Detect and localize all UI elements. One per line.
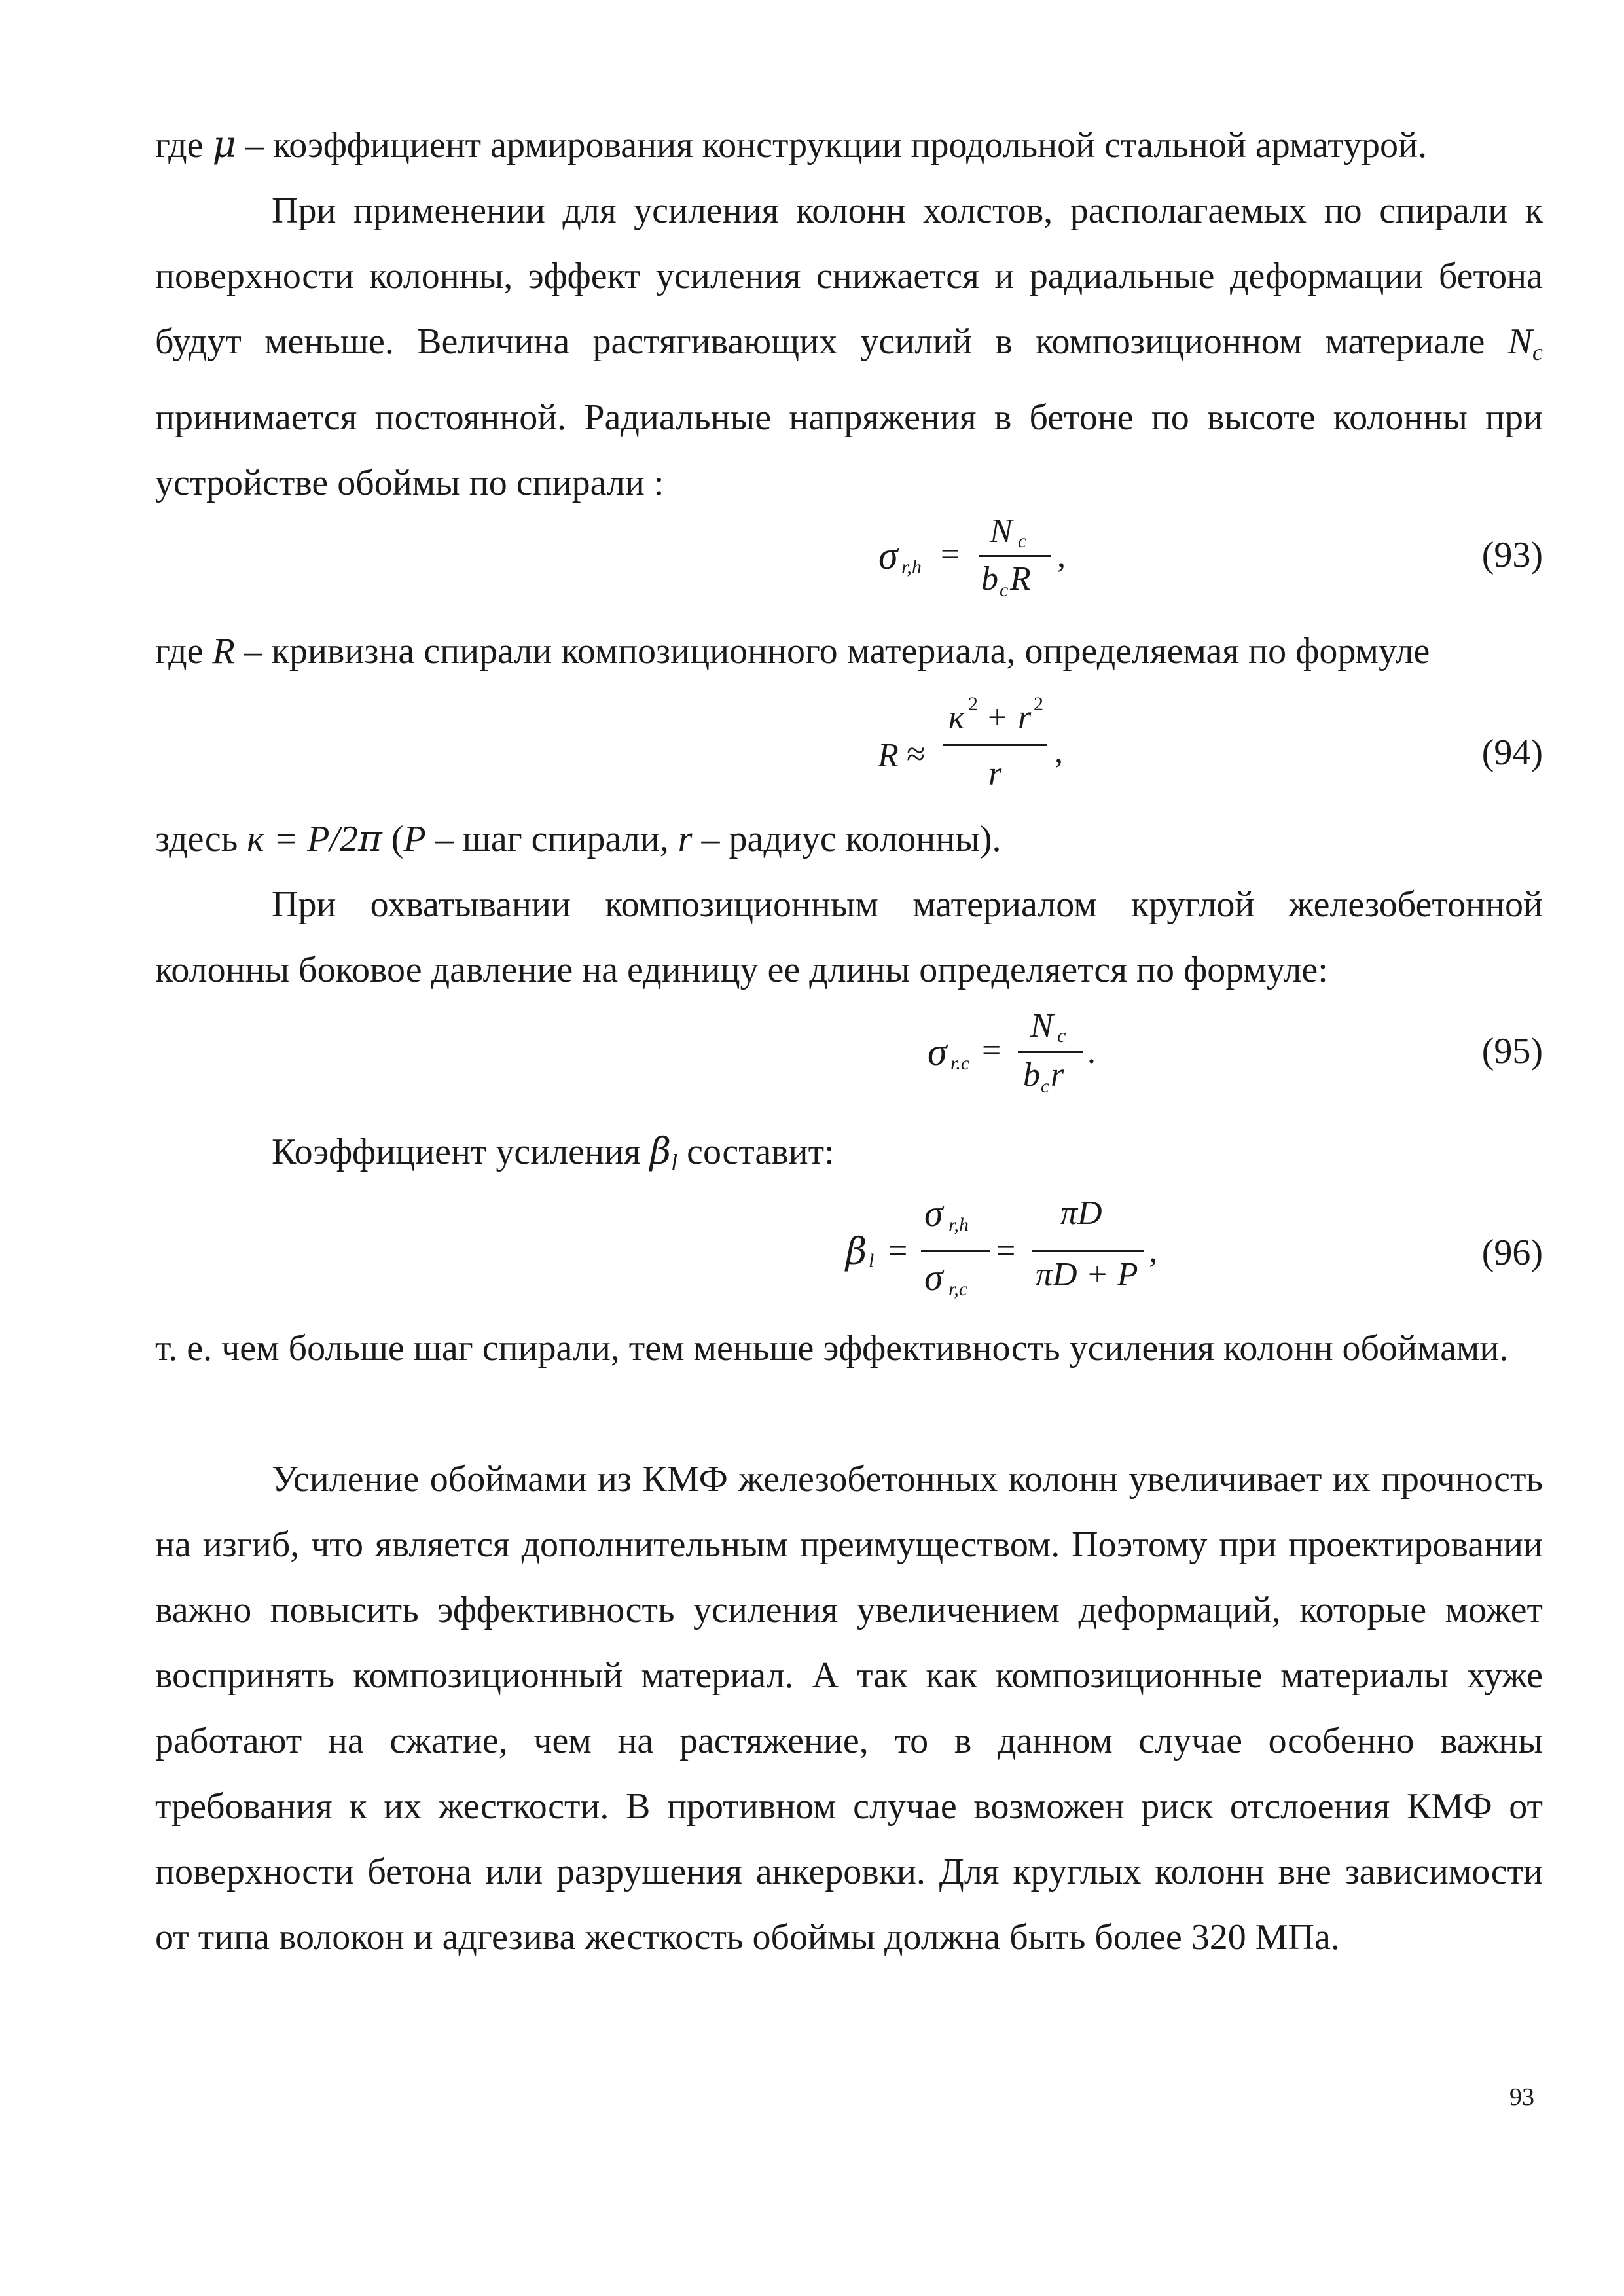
fraction-bar: [943, 744, 1047, 746]
eq-denominator-piD-plus-P: πD + P: [1036, 1256, 1138, 1293]
eq-denominator-subscript: r,c: [948, 1278, 968, 1300]
eq-denominator: b: [981, 560, 998, 598]
equation-number: (93): [1481, 535, 1543, 575]
text-segment: /2: [329, 819, 359, 859]
eq-denominator-subscript: c: [1000, 579, 1009, 601]
eq-denominator-r: r: [1051, 1056, 1064, 1094]
text-segment: – шаг спирали,: [425, 819, 678, 859]
symbol-N: N: [1507, 321, 1533, 362]
symbol-P: P: [403, 819, 426, 859]
symbol-k: к: [247, 819, 264, 859]
symbol-mu: μ: [212, 124, 236, 166]
symbol-P: P: [307, 819, 330, 859]
equation-95: [155, 994, 1543, 1124]
eq-denominator-sigma: σ: [924, 1256, 943, 1299]
eq-numerator-subscript: r,h: [948, 1214, 969, 1236]
eq-numerator-sigma: σ: [924, 1192, 943, 1234]
equation-93: [155, 497, 1543, 628]
fraction-bar: [979, 555, 1051, 557]
eq-denominator-r: r: [988, 755, 1002, 793]
text-segment: здесь: [155, 819, 247, 859]
fraction-bar: [921, 1250, 990, 1252]
eq-lhs-R: R: [878, 737, 899, 774]
text-segment: Усиление обоймами из КМФ железобетонных колонн увеличивает их прочность на изгиб, что является дополнительным преимуществом. Поэтому при проектировании важно повысить эффективность усиления увеличением деформаций, которые может воспринять композиционный материал. А так как композиционные материалы хуже работают на сжатие, чем на растяжение, то в данном случае особенно важны требования к их жесткости. В противном случае возможен риск отслоения КМФ от поверхности бетона или разрушения анкеровки. Для круглых колонн вне зависимости от типа волокон и адгезива жесткость обоймы должна быть более 320 МПа.: [155, 1459, 1543, 1958]
paragraph-R-definition: [155, 619, 1543, 684]
text-segment: составит:: [677, 1132, 835, 1172]
eq-numerator-subscript: c: [1018, 530, 1027, 552]
eq-approx: ≈: [907, 736, 926, 773]
equation-number: (96): [1481, 1232, 1543, 1273]
eq-equals: =: [982, 1032, 1001, 1069]
symbol-r: r: [677, 819, 693, 859]
eq-numerator-piD: πD: [1060, 1194, 1102, 1232]
paragraph-lateral-pressure: [155, 872, 1543, 1003]
eq-numerator: N: [990, 512, 1013, 550]
paragraph-k-definition: [155, 806, 1543, 872]
eq-denominator: b: [1023, 1056, 1040, 1094]
eq-lhs-sigma: σ: [928, 1030, 947, 1073]
paragraph-mu-definition: [155, 113, 1543, 178]
eq-numerator-k: к: [948, 699, 965, 736]
eq-equals: =: [996, 1232, 1016, 1270]
text-segment: Коэффициент усиления: [272, 1132, 650, 1172]
eq-denominator-R: R: [1010, 560, 1031, 598]
eq-exponent: 2: [1034, 693, 1043, 715]
text-segment: т. е. чем больше шаг спирали, тем меньше эффективность усиления колонн обоймами.: [155, 1328, 1509, 1369]
paragraph-spiral-wrapping: [155, 178, 1543, 516]
eq-lhs-subscript: l: [869, 1250, 875, 1272]
eq-punctuation: .: [1087, 1033, 1096, 1071]
paragraph-strengthening: [155, 1446, 1543, 1970]
text-segment: При применении для усиления колонн холстов, располагаемых по спирали к поверхности колонны, эффект усиления снижается и радиальные деформации бетона будут меньше. Величина растягивающих усилий в композиционном материале: [155, 190, 1543, 362]
eq-numerator: N: [1030, 1007, 1053, 1045]
eq-lhs-subscript: r,h: [901, 556, 922, 578]
text-segment: – кривизна спирали композиционного материала, определяемая по формуле: [234, 631, 1430, 672]
eq-equals: =: [888, 1232, 908, 1270]
symbol-R: R: [212, 631, 235, 672]
equation-94: [155, 684, 1543, 815]
page-number: 93: [1509, 2083, 1534, 2111]
eq-lhs-sigma: σ: [878, 534, 898, 577]
eq-plus: +: [988, 699, 1007, 736]
text-segment: (: [382, 819, 404, 859]
text-segment: – коэффициент армирования конструкции продольной стальной арматурой.: [236, 125, 1428, 166]
eq-numerator-subscript: c: [1057, 1025, 1066, 1047]
eq-numerator-r: r: [1018, 699, 1032, 736]
text-segment: где: [155, 631, 213, 672]
text-segment: принимается постоянной. Радиальные напряжения в бетоне по высоте колонны при устройстве обоймы по спирали :: [155, 397, 1543, 503]
text-segment: где: [155, 125, 213, 166]
eq-denominator-subscript: c: [1041, 1075, 1050, 1097]
text-segment: – радиус колонны).: [692, 819, 1001, 859]
symbol-pi: π: [358, 817, 382, 860]
subscript: c: [1532, 339, 1543, 365]
eq-lhs-subscript: r.c: [950, 1052, 970, 1074]
eq-punctuation: ,: [1149, 1232, 1157, 1270]
fraction-bar: [1018, 1051, 1083, 1053]
text-segment: =: [264, 819, 308, 859]
text-segment: При охватывании композиционным материалом круглой железобетонной колонны боковое давление на единицу ее длины определяется по формуле:: [155, 884, 1543, 990]
eq-exponent: 2: [968, 693, 978, 715]
symbol-beta: β: [649, 1130, 672, 1173]
paragraph-conclusion-step: [155, 1316, 1543, 1381]
fraction-bar: [1032, 1250, 1144, 1252]
eq-punctuation: ,: [1055, 733, 1063, 770]
equation-number: (95): [1481, 1031, 1543, 1071]
eq-punctuation: ,: [1057, 537, 1066, 575]
equation-96: [155, 1178, 1543, 1309]
equation-number: (94): [1481, 732, 1543, 773]
eq-lhs-beta: β: [846, 1230, 867, 1273]
subscript: l: [671, 1149, 678, 1175]
eq-equals: =: [941, 536, 960, 573]
